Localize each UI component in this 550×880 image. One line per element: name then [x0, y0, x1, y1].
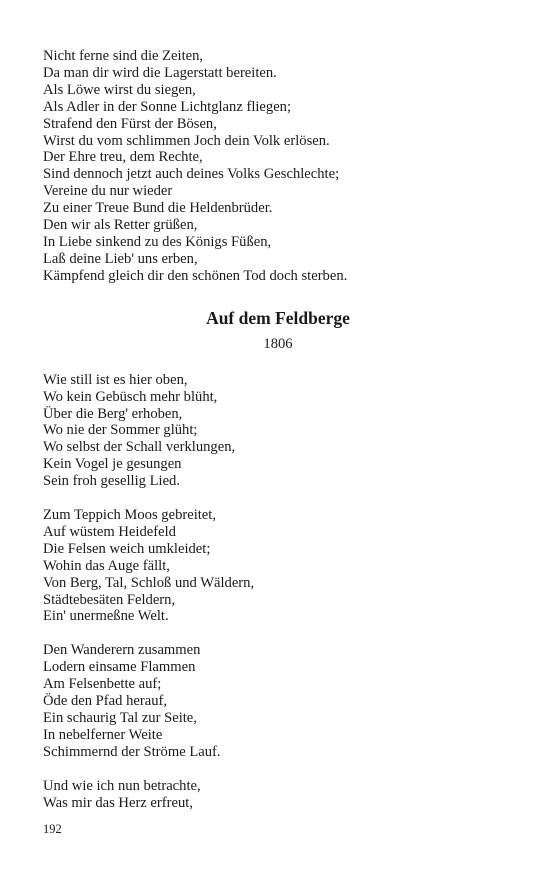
poem-line: Den wir als Retter grüßen,	[43, 217, 198, 234]
poem-line: Kämpfend gleich dir den schönen Tod doch sterben.	[43, 267, 348, 284]
poem-line: Und wie ich nun betrachte,	[43, 777, 201, 794]
stanza-gap	[43, 625, 513, 642]
poem-line: Wie still ist es hier oben,	[43, 371, 188, 388]
poem-line: Zum Teppich Moos gebreitet,	[43, 507, 216, 524]
poem-line: Den Wanderern zusammen	[43, 642, 201, 659]
poem-line: Wirst du vom schlimmen Joch dein Volk erlösen.	[43, 132, 330, 149]
poem-line: Wo selbst der Schall verklungen,	[43, 439, 236, 456]
poem-line: Schimmernd der Ströme Lauf.	[43, 743, 221, 760]
page-body	[43, 48, 513, 812]
poem-line: Sind dennoch jetzt auch deines Volks Geschlechte;	[43, 166, 340, 183]
poem-line: Am Felsenbette auf;	[43, 676, 162, 693]
poem-line: Über die Berg' erhoben,	[43, 405, 183, 422]
poem-stanza-1	[43, 372, 513, 490]
poem-line: Als Löwe wirst du siegen,	[43, 81, 196, 98]
stanza-gap	[43, 490, 513, 507]
poem-line: Öde den Pfad herauf,	[43, 693, 167, 710]
poem-line: Sein froh gesellig Lied.	[43, 473, 180, 490]
poem-stanza-3	[43, 642, 513, 760]
poem-line: Der Ehre treu, dem Rechte,	[43, 149, 203, 166]
poem-line: Ein' unermeßne Welt.	[43, 608, 169, 625]
poem-stanza-2	[43, 507, 513, 625]
page-number: 192	[43, 822, 62, 836]
poem-line: Städtebesäten Feldern,	[43, 591, 176, 608]
poem-line: Wo kein Gebüsch mehr blüht,	[43, 388, 218, 405]
poem-year: 1806	[263, 335, 293, 352]
previous-poem-stanza	[43, 48, 513, 285]
poem-line: Strafend den Fürst der Bösen,	[43, 115, 217, 132]
poem-title: Auf dem Feldberge	[206, 307, 350, 328]
stanza-gap	[43, 761, 513, 778]
poem-line: Laß deine Lieb' uns erben,	[43, 250, 198, 267]
poem-line: Wohin das Auge fällt,	[43, 557, 170, 574]
poem-stanza-4	[43, 778, 513, 812]
poem-line: Was mir das Herz erfreut,	[43, 794, 193, 811]
poem-line: Ein schaurig Tal zur Seite,	[43, 710, 197, 726]
poem-line: Auf wüstem Heidefeld	[43, 523, 176, 540]
poem-line: Zu einer Treue Bund die Heldenbrüder.	[43, 200, 273, 217]
poem-line: Wo nie der Sommer glüht;	[43, 422, 198, 439]
poem-line: In Liebe sinkend zu des Königs Füßen,	[43, 233, 272, 250]
poem-line: In nebelferner Weite	[43, 726, 163, 743]
poem-line: Da man dir wird die Lagerstatt bereiten.	[43, 64, 277, 81]
poem-line: Als Adler in der Sonne Lichtglanz fliegen;	[43, 98, 292, 115]
poem-line: Lodern einsame Flammen	[43, 659, 196, 676]
poem-line: Die Felsen weich umkleidet;	[43, 540, 211, 557]
poem-line: Kein Vogel je gesungen	[43, 456, 182, 473]
poem-line: Vereine du nur wieder	[43, 183, 173, 200]
poem-line: Von Berg, Tal, Schloß und Wäldern,	[43, 574, 255, 591]
poem-line: Nicht ferne sind die Zeiten,	[43, 48, 204, 64]
